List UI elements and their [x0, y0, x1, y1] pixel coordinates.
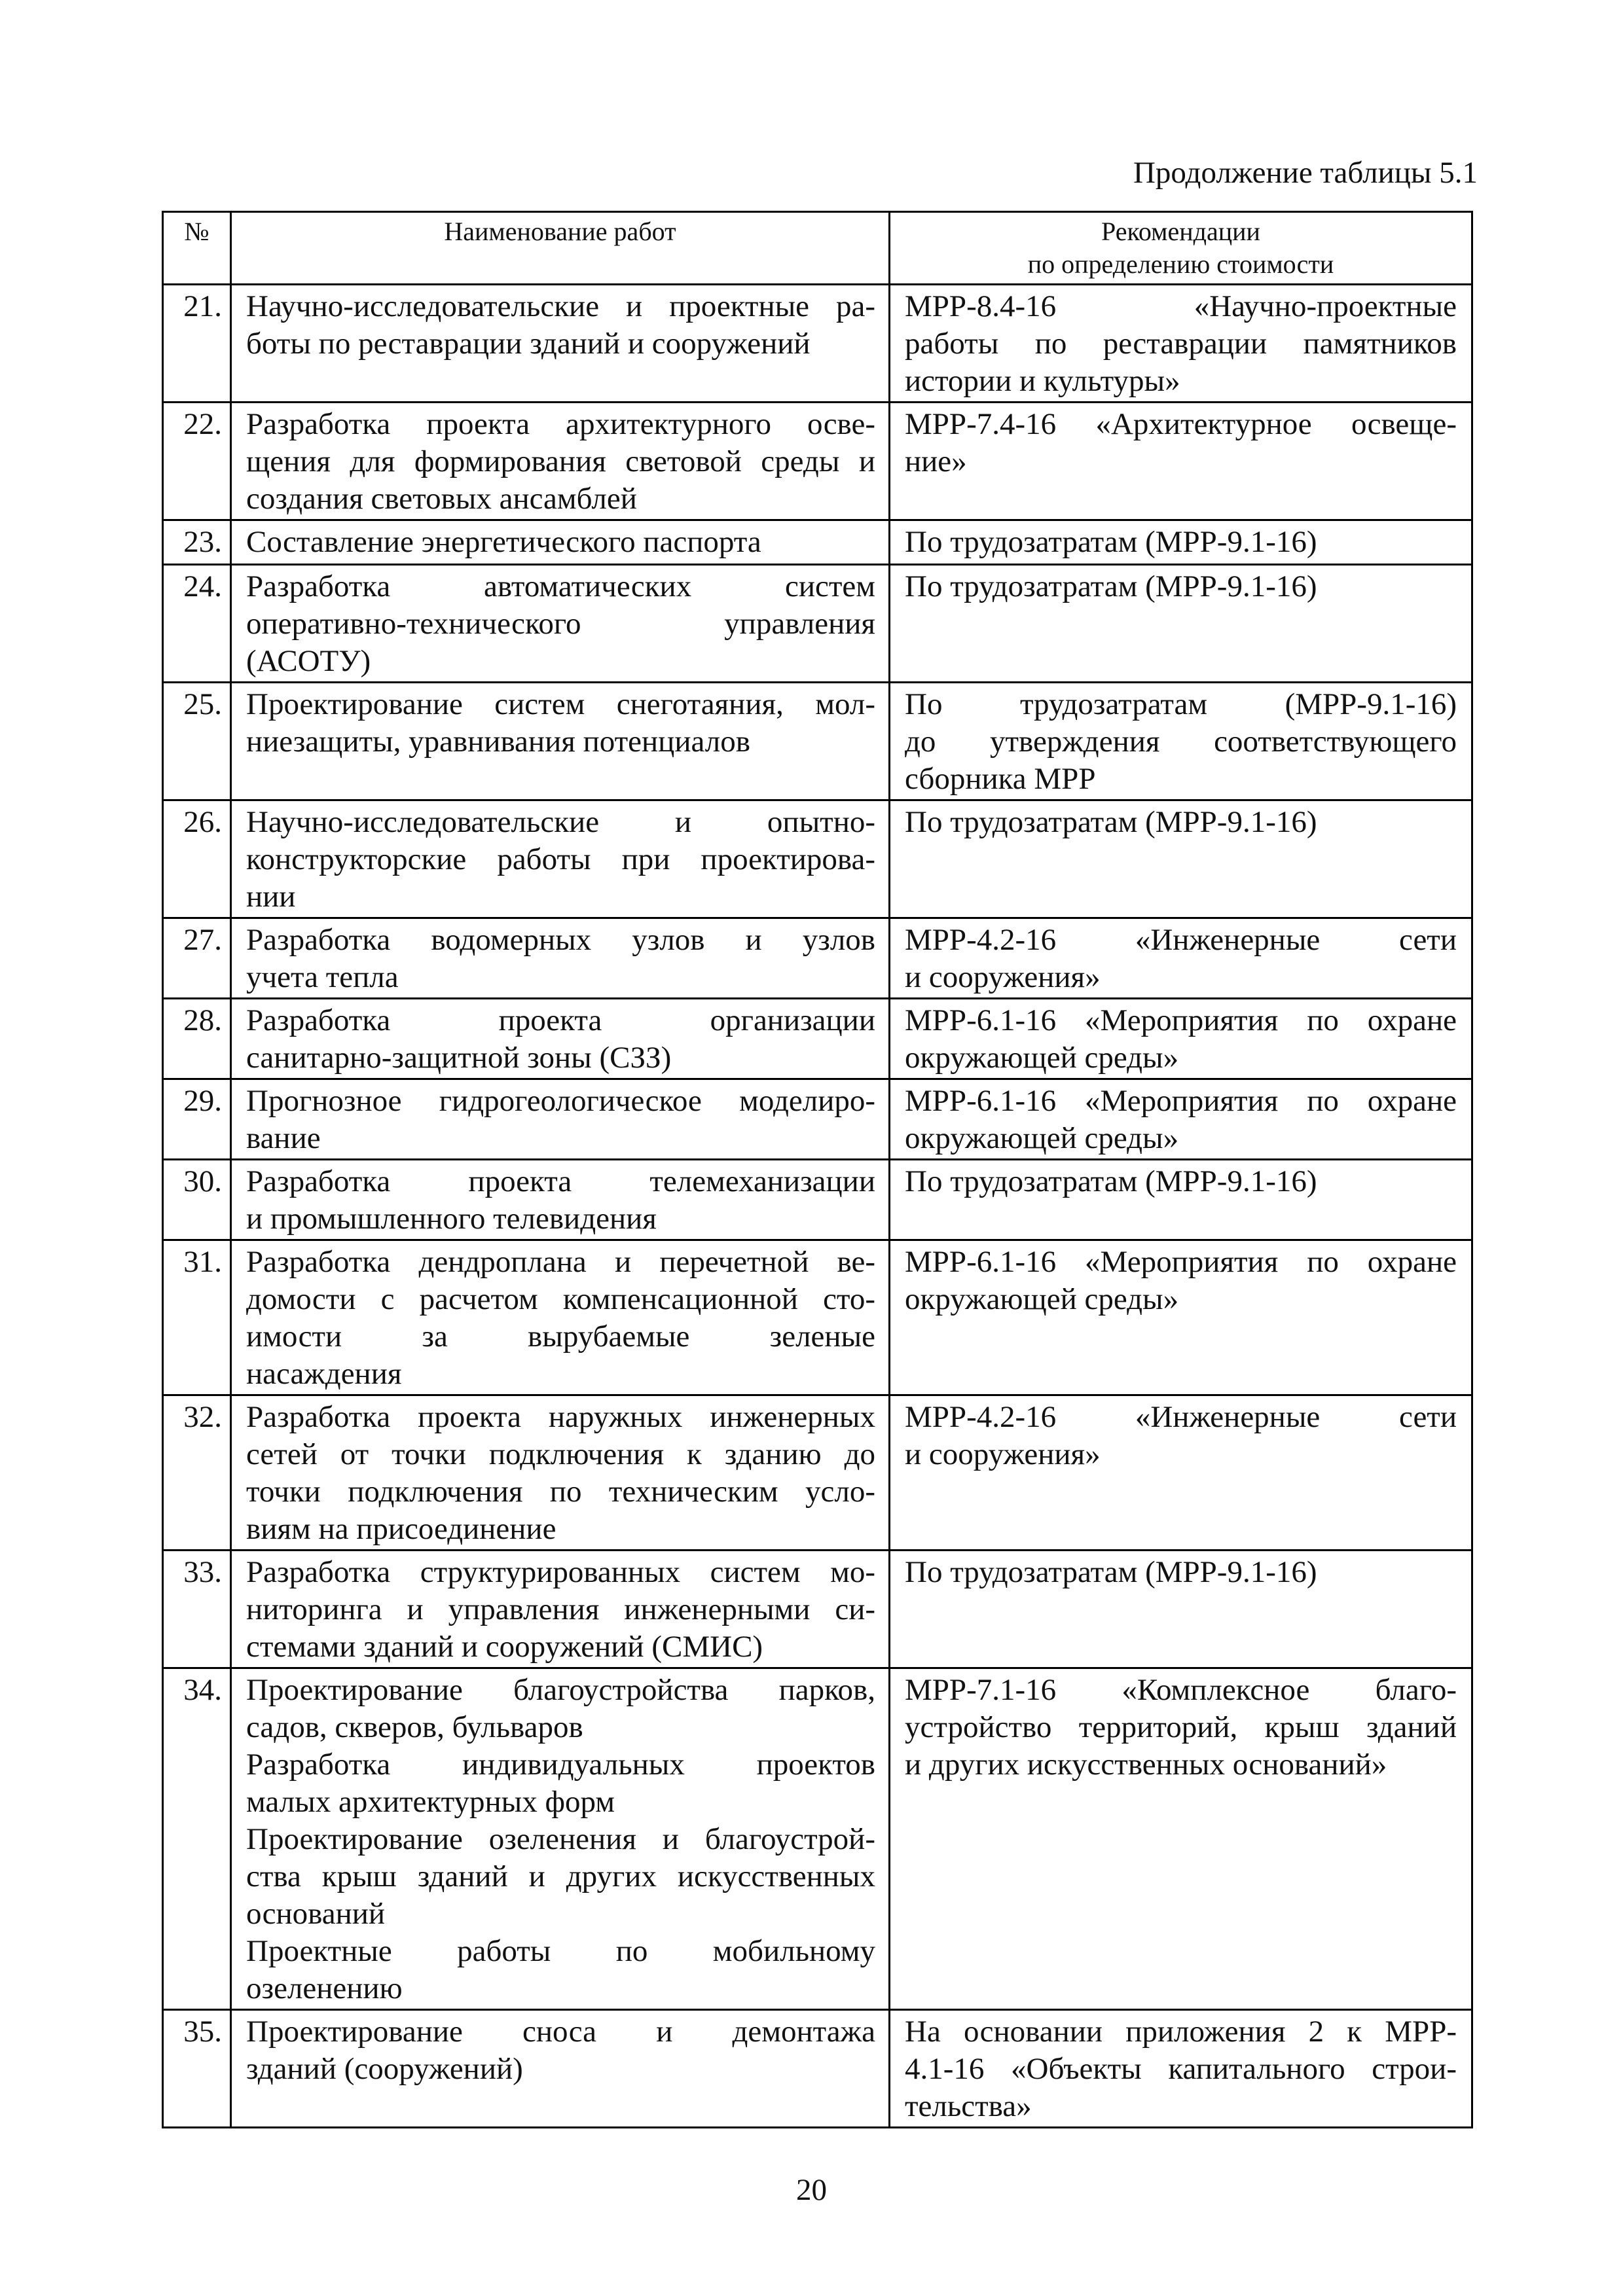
work-name-line: ниезащиты, уравнивания потенциалов [246, 725, 750, 759]
recommendation-line: МРР-6.1-16 «Мероприятия по охране [905, 1245, 1457, 1279]
recommendation-line: МРР-6.1-16 «Мероприятия по охране [905, 1003, 1457, 1037]
row-number: 27. [163, 918, 231, 999]
work-name-line: Составление энергетического паспорта [246, 525, 761, 559]
recommendation-cell [890, 2010, 1472, 2128]
row-number: 22. [163, 403, 231, 520]
table-row [163, 1079, 1472, 1160]
work-name-line: учета тепла [246, 960, 399, 994]
work-name-line: малых архитектурных форм [246, 1785, 615, 1819]
table-row [163, 918, 1472, 999]
work-name-cell [231, 403, 890, 520]
work-name-line: Проектирование благоустройства парков, [246, 1673, 875, 1707]
table-row [163, 403, 1472, 520]
recommendation-cell [890, 1079, 1472, 1160]
row-number: 33. [163, 1551, 231, 1668]
work-name-line: Прогнозное гидрогеологическое моделиро- [246, 1084, 875, 1118]
work-name-line: Проектные работы по мобильному [246, 1934, 875, 1968]
work-name-line: щения для формирования световой среды и [246, 444, 875, 478]
row-number: 34. [163, 1668, 231, 2010]
row-number: 25. [163, 683, 231, 800]
work-name-line: Разработка проекта телемеханизации [246, 1164, 875, 1198]
row-number: 21. [163, 285, 231, 403]
work-name-line: Разработка индивидуальных проектов [246, 1748, 875, 1782]
work-name-cell [231, 565, 890, 683]
recommendation-line: сборника МРР [905, 762, 1096, 796]
recommendation-cell [890, 403, 1472, 520]
work-name-cell [231, 1668, 890, 2010]
work-name-line: Научно-исследовательские и проектные ра- [246, 289, 875, 323]
works-table [162, 211, 1473, 2128]
work-name-line: ства крыш зданий и других искусственных [246, 1859, 875, 1893]
work-name-cell [231, 999, 890, 1079]
recommendation-line: окружающей среды» [905, 1041, 1179, 1075]
work-name-line: конструкторские работы при проектирова- [246, 842, 875, 876]
work-name-line: озеленению [246, 1971, 403, 2005]
work-name-cell [231, 1160, 890, 1240]
recommendation-line: По трудозатратам (МРР-9.1-16) [905, 1555, 1317, 1589]
recommendation-line: На основании приложения 2 к МРР- [905, 2015, 1457, 2049]
recommendation-line: и сооружения» [905, 960, 1101, 994]
table-row [163, 1160, 1472, 1240]
work-name-cell [231, 683, 890, 800]
table-row [163, 999, 1472, 1079]
recommendation-line: По трудозатратам (МРР-9.1-16) [905, 687, 1457, 721]
recommendation-cell [890, 285, 1472, 403]
work-name-line: Проектирование озеленения и благоустрой- [246, 1822, 875, 1856]
work-name-cell [231, 918, 890, 999]
header-number: № [163, 212, 231, 285]
row-number: 23. [163, 520, 231, 565]
table-row [163, 1395, 1472, 1551]
recommendation-line: тельства» [905, 2089, 1032, 2123]
recommendation-cell [890, 683, 1472, 800]
work-name-line: создания световых ансамблей [246, 482, 637, 516]
work-name-line: стемами зданий и сооружений (СМИС) [246, 1630, 763, 1664]
work-name-cell [231, 285, 890, 403]
table-row [163, 520, 1472, 565]
recommendation-cell [890, 1668, 1472, 2010]
work-name-line: нии [246, 880, 296, 914]
recommendation-line: окружающей среды» [905, 1121, 1179, 1155]
row-number: 31. [163, 1240, 231, 1395]
work-name-line: Разработка дендроплана и перечетной ве- [246, 1245, 875, 1279]
work-name-line: Разработка водомерных узлов и узлов [246, 923, 875, 957]
work-name-line: садов, скверов, бульваров [246, 1710, 583, 1744]
work-name-cell [231, 1551, 890, 1668]
recommendation-line: По трудозатратам (МРР-9.1-16) [905, 1164, 1317, 1198]
header-recommendations-line2: по определению стоимости [1027, 249, 1334, 279]
work-name-cell [231, 1240, 890, 1395]
table-continuation-caption: Продолжение таблицы 5.1 [1133, 156, 1478, 190]
table-row [163, 1551, 1472, 1668]
recommendation-line: По трудозатратам (МРР-9.1-16) [905, 805, 1317, 839]
work-name-line: домости с расчетом компенсационной сто- [246, 1282, 875, 1316]
row-number: 24. [163, 565, 231, 683]
table-header-row [163, 212, 1472, 285]
recommendation-cell [890, 999, 1472, 1079]
work-name-line: Научно-исследовательские и опытно- [246, 805, 875, 839]
row-number: 35. [163, 2010, 231, 2128]
recommendation-cell [890, 800, 1472, 918]
work-name-line: боты по реставрации зданий и сооружений [246, 327, 811, 361]
work-name-line: оперативно-технического управления [246, 607, 875, 641]
recommendation-line: МРР-4.2-16 «Инженерные сети [905, 923, 1457, 957]
recommendation-line: По трудозатратам (МРР-9.1-16) [905, 569, 1317, 603]
work-name-line: Разработка проекта организации [246, 1003, 875, 1037]
recommendation-line: работы по реставрации памятников [905, 327, 1457, 361]
work-name-line: оснований [246, 1897, 386, 1931]
work-name-line: (АСОТУ) [246, 644, 371, 678]
recommendation-line: МРР-4.2-16 «Инженерные сети [905, 1400, 1457, 1434]
recommendation-line: устройство территорий, крыш зданий [905, 1710, 1457, 1744]
row-number: 32. [163, 1395, 231, 1551]
header-work-name: Наименование работ [231, 212, 890, 285]
work-name-cell [231, 520, 890, 565]
work-name-line: Разработка структурированных систем мо- [246, 1555, 875, 1589]
recommendation-line: МРР-8.4-16 «Научно-проектные [905, 289, 1457, 323]
recommendation-line: МРР-7.4-16 «Архитектурное освеще- [905, 407, 1457, 441]
recommendation-cell [890, 1240, 1472, 1395]
work-name-line: имости за вырубаемые зеленые [246, 1319, 875, 1354]
table-row [163, 2010, 1472, 2128]
recommendation-cell [890, 520, 1472, 565]
work-name-line: санитарно-защитной зоны (СЗЗ) [246, 1041, 672, 1075]
work-name-line: насаждения [246, 1357, 402, 1391]
recommendation-line: ние» [905, 444, 967, 478]
work-name-cell [231, 800, 890, 918]
work-name-line: виям на присоединение [246, 1512, 556, 1546]
header-recommendations-line1: Рекомендации [1101, 217, 1260, 246]
row-number: 26. [163, 800, 231, 918]
table-row [163, 1668, 1472, 2010]
page-number: 20 [796, 2173, 827, 2207]
work-name-cell [231, 1079, 890, 1160]
work-name-line: Проектирование сноса и демонтажа [246, 2015, 875, 2049]
recommendation-cell [890, 1551, 1472, 1668]
recommendation-line: и других искусственных оснований» [905, 1748, 1387, 1782]
work-name-line: зданий (сооружений) [246, 2052, 523, 2086]
recommendation-line: По трудозатратам (МРР-9.1-16) [905, 525, 1317, 559]
recommendation-cell [890, 1395, 1472, 1551]
table-row [163, 800, 1472, 918]
work-name-cell [231, 1395, 890, 1551]
recommendation-cell [890, 565, 1472, 683]
table-row [163, 683, 1472, 800]
work-name-line: Разработка автоматических систем [246, 569, 875, 603]
recommendation-line: 4.1-16 «Объекты капитального строи- [905, 2052, 1457, 2086]
work-name-line: Проектирование систем снеготаяния, мол- [246, 687, 875, 721]
recommendation-line: МРР-6.1-16 «Мероприятия по охране [905, 1084, 1457, 1118]
work-name-line: ниторинга и управления инженерными си- [246, 1592, 875, 1626]
work-name-line: Разработка проекта архитектурного осве- [246, 407, 875, 441]
work-name-line: Разработка проекта наружных инженерных [246, 1400, 875, 1434]
recommendation-line: истории и культуры» [905, 364, 1180, 398]
work-name-line: вание [246, 1121, 321, 1155]
recommendation-line: и сооружения» [905, 1437, 1101, 1471]
recommendation-cell [890, 918, 1472, 999]
recommendation-line: МРР-7.1-16 «Комплексное благо- [905, 1673, 1457, 1707]
work-name-line: и промышленного телевидения [246, 1202, 657, 1236]
work-name-line: сетей от точки подключения к зданию до [246, 1437, 875, 1471]
table-row [163, 285, 1472, 403]
header-recommendations [890, 212, 1472, 285]
row-number: 28. [163, 999, 231, 1079]
row-number: 29. [163, 1079, 231, 1160]
work-name-cell [231, 2010, 890, 2128]
row-number: 30. [163, 1160, 231, 1240]
table-body [163, 285, 1472, 2128]
table-row [163, 1240, 1472, 1395]
table-row [163, 565, 1472, 683]
recommendation-line: до утверждения соответствующего [905, 725, 1457, 759]
recommendation-cell [890, 1160, 1472, 1240]
recommendation-line: окружающей среды» [905, 1282, 1179, 1316]
work-name-line: точки подключения по техническим усло- [246, 1475, 875, 1509]
